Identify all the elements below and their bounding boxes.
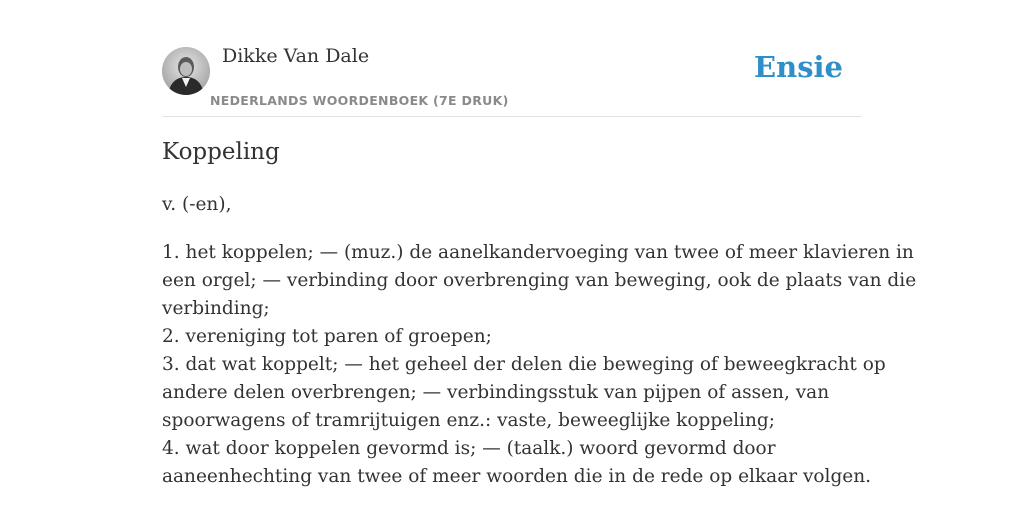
- definition-line: 1. het koppelen; — (muz.) de aanelkandervoeging van twee of meer klavieren in: [162, 242, 914, 263]
- definition-line: 4. wat door koppelen gevormd is; — (taalk.) woord gevormd door: [162, 438, 776, 459]
- author-name[interactable]: Dikke Van Dale: [222, 45, 370, 67]
- entry-grammar: v. (-en),: [162, 194, 232, 215]
- definition-line: andere delen overbrengen; — verbindingsstuk van pijpen of assen, van: [162, 382, 830, 403]
- definition-line: 2. vereniging tot paren of groepen;: [162, 326, 492, 347]
- definition-line: een orgel; — verbinding door overbrenging van beweging, ook de plaats van die: [162, 270, 917, 291]
- entry-term: Koppeling: [162, 139, 280, 165]
- portrait-icon: [162, 47, 210, 95]
- entry-definition: [162, 239, 917, 491]
- definition-line: aaneenhechting van twee of meer woorden die in de rede op elkaar volgen.: [162, 466, 872, 487]
- definition-line: 3. dat wat koppelt; — het geheel der delen die beweging of beweegkracht op: [162, 354, 886, 375]
- header: [162, 0, 862, 117]
- page: [162, 0, 917, 487]
- site-logo[interactable]: Ensie: [754, 50, 843, 84]
- definition-line: spoorwagens of tramrijtuigen enz.: vaste, beweeglijke koppeling;: [162, 410, 775, 431]
- definition-line: verbinding;: [162, 298, 270, 319]
- source-title[interactable]: NEDERLANDS WOORDENBOEK (7E DRUK): [210, 93, 509, 108]
- author-avatar[interactable]: [162, 47, 210, 95]
